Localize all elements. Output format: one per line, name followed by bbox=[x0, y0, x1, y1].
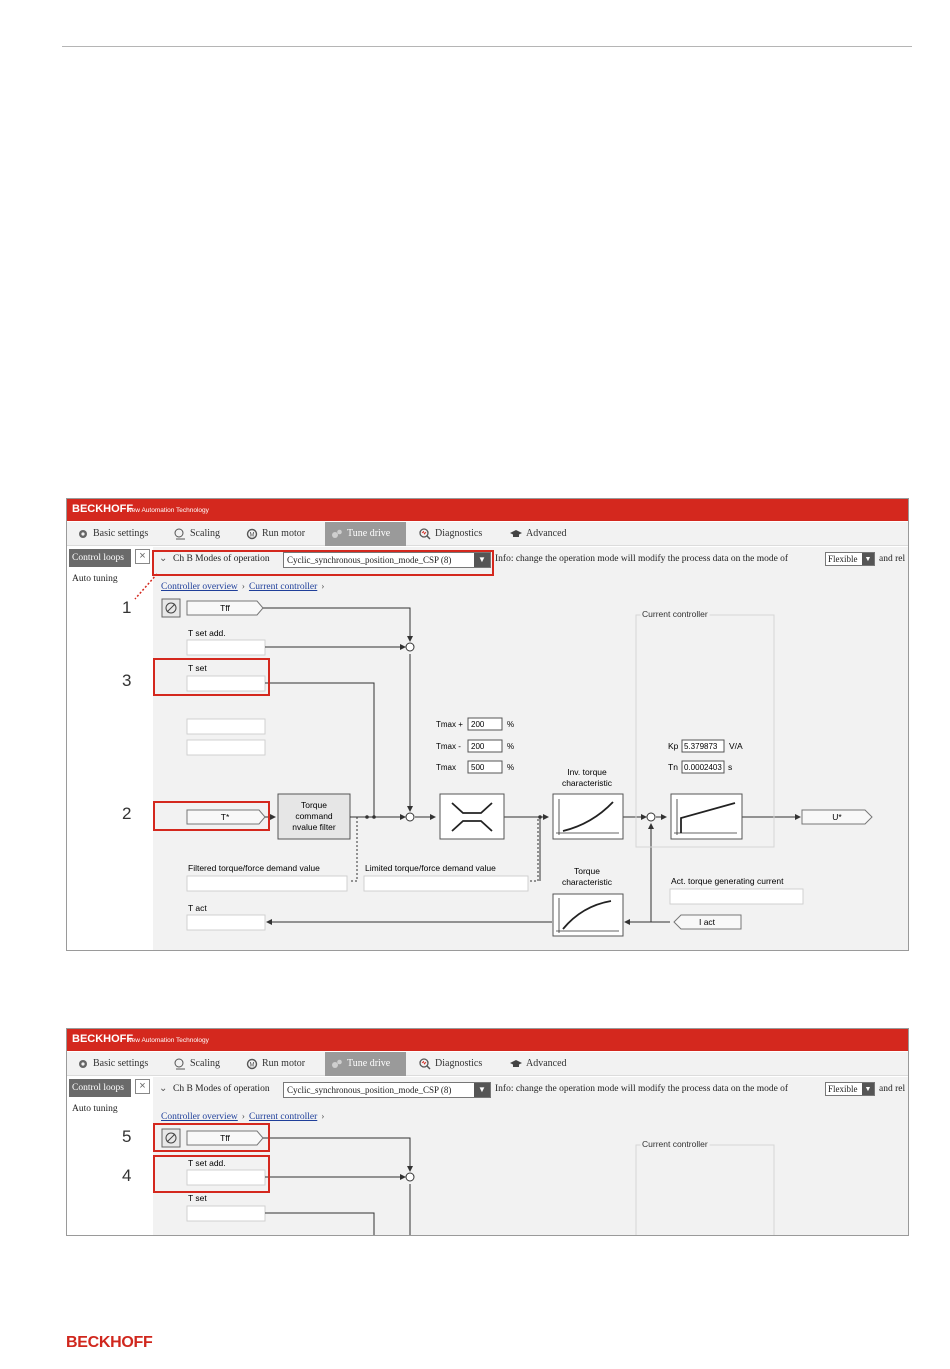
iact-input bbox=[674, 915, 741, 929]
tset-add-field[interactable] bbox=[187, 640, 265, 655]
menu-label: Diagnostics bbox=[435, 528, 483, 539]
torque-char-label: Torque bbox=[574, 866, 600, 876]
scope-icon[interactable] bbox=[162, 1129, 180, 1147]
menu-label: Advanced bbox=[526, 1058, 567, 1069]
brand-logo: BECKHOFF bbox=[72, 1033, 134, 1045]
mode-label: Ch B Modes of operation bbox=[173, 1084, 270, 1094]
brand-tagline: New Automation Technology bbox=[127, 507, 209, 514]
menu-label: Tune drive bbox=[347, 528, 391, 539]
kp-label: Kp bbox=[668, 741, 679, 751]
ustar-label: U* bbox=[832, 812, 842, 822]
tmax-plus-label: Tmax + bbox=[436, 720, 463, 729]
callout-number: 4 bbox=[122, 1166, 132, 1185]
tset-add-label: T set add. bbox=[188, 628, 226, 638]
svg-text:M: M bbox=[249, 1062, 255, 1069]
filter-label-line: Torque bbox=[301, 800, 327, 810]
breadcrumb: Controller overview › Current controller › bbox=[161, 582, 325, 592]
tmax-value: 500 bbox=[471, 763, 485, 772]
menu-label: Scaling bbox=[190, 528, 220, 539]
mode-select-value: Cyclic_synchronous_position_mode_CSP (8) bbox=[287, 1085, 452, 1095]
current-controller-title: Current controller bbox=[642, 609, 708, 619]
torque-command-filter-block bbox=[278, 794, 350, 839]
tff-input[interactable] bbox=[187, 1131, 263, 1145]
page-header-rule bbox=[62, 46, 912, 47]
menu-label: Diagnostics bbox=[435, 1058, 483, 1069]
tset-add-label: T set add. bbox=[188, 1158, 226, 1168]
tmax-minus-value: 200 bbox=[471, 742, 485, 751]
chevron-down-icon: ▼ bbox=[862, 553, 874, 565]
breadcrumb-controller-overview[interactable]: Controller overview bbox=[161, 1112, 238, 1122]
kp-value: 5.379873 bbox=[684, 742, 718, 751]
tn-unit: s bbox=[728, 762, 733, 772]
sidebar-item-auto-tuning[interactable]: Auto tuning bbox=[72, 1104, 118, 1114]
inv-torque-label: Inv. torque bbox=[567, 767, 607, 777]
filtered-demand-label: Filtered torque/force demand value bbox=[188, 863, 320, 873]
tn-value: 0.0002403 bbox=[684, 763, 722, 772]
torque-limiter-block bbox=[440, 794, 504, 839]
tff-input[interactable] bbox=[187, 601, 263, 615]
torque-characteristic-block bbox=[553, 894, 623, 936]
summing-junction bbox=[647, 813, 655, 821]
highlight-box-mode bbox=[153, 551, 493, 575]
brand-logo: BECKHOFF bbox=[72, 503, 134, 515]
chevron-down-icon: ▼ bbox=[474, 553, 490, 567]
tact-field[interactable] bbox=[187, 915, 265, 930]
tact-label: T act bbox=[188, 903, 207, 913]
close-icon[interactable]: × bbox=[135, 549, 150, 564]
limited-demand-field[interactable] bbox=[364, 876, 528, 891]
info-text: Info: change the operation mode will modify the process data on the mode of bbox=[495, 1084, 789, 1094]
menu-label: Run motor bbox=[262, 528, 306, 539]
footer-logo: BECKHOFF bbox=[66, 1334, 153, 1351]
torque-char-label: characteristic bbox=[561, 877, 613, 887]
control-loop-diagram bbox=[67, 499, 909, 951]
sidebar-item-control-loops[interactable]: Control loops bbox=[69, 1079, 131, 1097]
tset-field[interactable] bbox=[187, 1206, 265, 1221]
tn-label: Tn bbox=[668, 762, 678, 772]
flexible-select-value: Flexible bbox=[828, 554, 858, 564]
callout-leader bbox=[135, 574, 157, 599]
act-torque-current-field[interactable] bbox=[670, 889, 803, 904]
chevron-down-icon: ▼ bbox=[862, 1083, 874, 1095]
menu-label: Basic settings bbox=[93, 1058, 149, 1069]
sidebar-item-auto-tuning[interactable]: Auto tuning bbox=[72, 574, 118, 584]
chevron-down-icon[interactable]: ⌄ bbox=[159, 553, 168, 564]
brand-tagline: New Automation Technology bbox=[127, 1037, 209, 1044]
tff-label: Tff bbox=[220, 1133, 230, 1143]
empty-field bbox=[187, 740, 265, 755]
filter-label-line: command bbox=[295, 811, 333, 821]
percent-unit: % bbox=[507, 763, 515, 772]
scope-icon[interactable] bbox=[162, 599, 180, 617]
pi-controller-block bbox=[671, 794, 742, 839]
tset-label: T set bbox=[188, 663, 207, 673]
tstar-input[interactable] bbox=[187, 810, 265, 824]
menu-label: Scaling bbox=[190, 1058, 220, 1069]
kp-unit: V/A bbox=[729, 741, 743, 751]
close-icon[interactable]: × bbox=[135, 1079, 150, 1094]
breadcrumb-current-controller[interactable]: Current controller bbox=[248, 1112, 318, 1122]
tset-field[interactable] bbox=[187, 676, 265, 691]
menu-label: Tune drive bbox=[347, 1058, 391, 1069]
callout-number: 1 bbox=[122, 598, 132, 617]
info-text: Info: change the operation mode will modify the process data on the mode of bbox=[495, 554, 789, 564]
limited-demand-label: Limited torque/force demand value bbox=[365, 863, 496, 873]
tset-label: T set bbox=[188, 1193, 207, 1203]
tmax-minus-label: Tmax - bbox=[436, 742, 461, 751]
menu-label: Advanced bbox=[526, 528, 567, 539]
breadcrumb: Controller overview › Current controller › bbox=[161, 1112, 325, 1122]
flexible-select-value: Flexible bbox=[828, 1084, 858, 1094]
tstar-label: T* bbox=[220, 812, 230, 822]
menu-label: Run motor bbox=[262, 1058, 306, 1069]
mode-select-value: Cyclic_synchronous_position_mode_CSP (8) bbox=[287, 555, 452, 565]
menu-label: Basic settings bbox=[93, 528, 149, 539]
chevron-down-icon: ▼ bbox=[474, 1083, 490, 1097]
mode-label: Ch B Modes of operation bbox=[173, 554, 270, 564]
info-text-continuation: and rel bbox=[879, 554, 906, 564]
inv-torque-characteristic-block bbox=[553, 794, 623, 839]
filter-label-line: nvalue filter bbox=[292, 822, 336, 832]
callout-number: 2 bbox=[122, 804, 132, 823]
tset-add-field[interactable] bbox=[187, 1170, 265, 1185]
inv-torque-label: characteristic bbox=[561, 778, 613, 788]
summing-junction bbox=[406, 813, 414, 821]
screenshot-full-diagram bbox=[66, 498, 909, 951]
percent-unit: % bbox=[507, 720, 515, 729]
tmax-label: Tmax bbox=[436, 763, 456, 772]
ustar-output bbox=[802, 810, 872, 824]
breadcrumb-current-controller[interactable]: Current controller bbox=[248, 582, 318, 592]
tmax-plus-value: 200 bbox=[471, 720, 485, 729]
filtered-demand-field[interactable] bbox=[187, 876, 347, 891]
tff-label: Tff bbox=[220, 603, 230, 613]
control-loop-diagram-crop bbox=[67, 1029, 909, 1236]
summing-junction bbox=[406, 643, 414, 651]
callout-number: 3 bbox=[122, 671, 132, 690]
summing-junction bbox=[406, 1173, 414, 1181]
chevron-down-icon[interactable]: ⌄ bbox=[159, 1083, 168, 1094]
callout-number: 5 bbox=[122, 1127, 132, 1146]
act-torque-current-label: Act. torque generating current bbox=[671, 876, 784, 886]
current-controller-title: Current controller bbox=[642, 1139, 708, 1149]
empty-field bbox=[187, 719, 265, 734]
svg-text:M: M bbox=[249, 532, 255, 539]
breadcrumb-controller-overview[interactable]: Controller overview bbox=[161, 582, 238, 592]
percent-unit: % bbox=[507, 742, 515, 751]
current-controller-group bbox=[636, 1145, 774, 1236]
iact-label: I act bbox=[698, 917, 716, 927]
sidebar-item-control-loops[interactable]: Control loops bbox=[69, 549, 131, 567]
info-text-continuation: and rel bbox=[879, 1084, 906, 1094]
screenshot-cropped-diagram bbox=[66, 1028, 909, 1236]
